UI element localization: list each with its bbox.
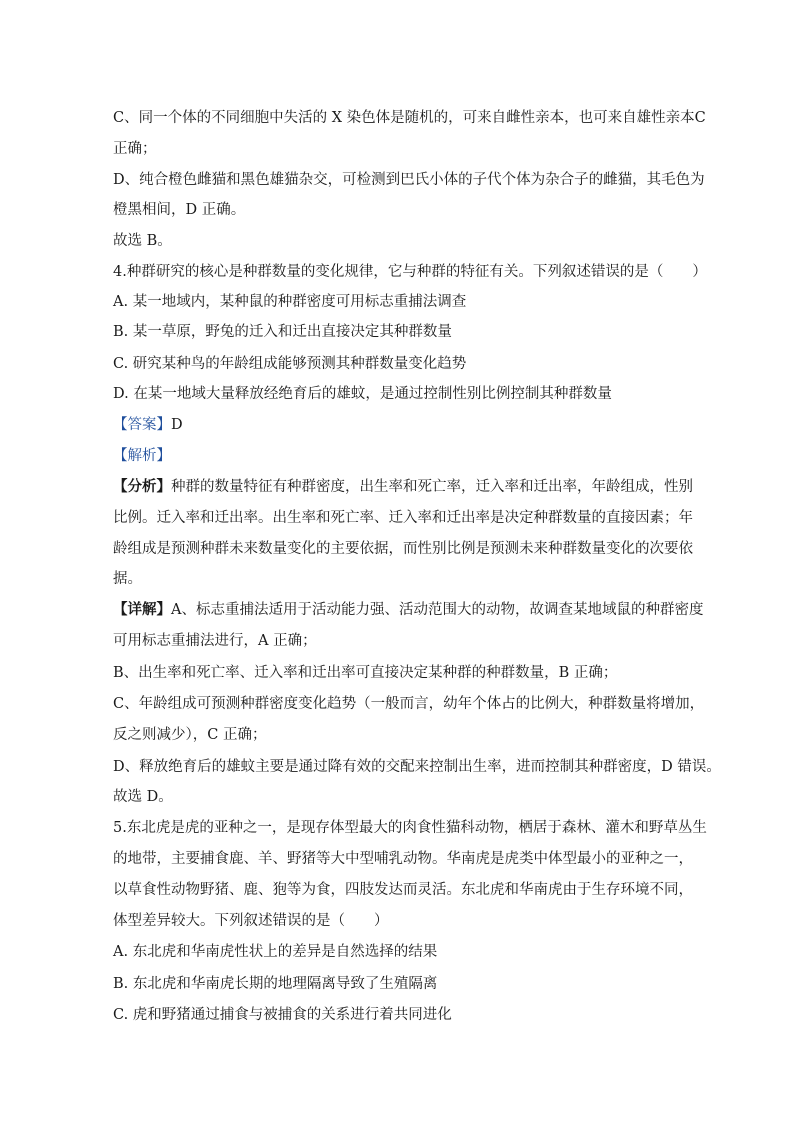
text-line: 橙黑相间，D 正确。 bbox=[113, 202, 246, 218]
question-4-stem: 4.种群研究的核心是种群数量的变化规律，它与种群的特征有关。下列叙述错误的是（ ） bbox=[113, 264, 707, 280]
analysis-tag: 【解析】 bbox=[113, 448, 171, 464]
answer-line bbox=[113, 415, 683, 435]
text-line: 可用标志重捕法进行，A 正确； bbox=[113, 633, 317, 649]
option-a: A. 东北虎和华南虎性状上的差异是自然选择的结果 bbox=[113, 944, 438, 960]
analysis-text: 种群的数量特征有种群密度，出生率和死亡率，迁入率和迁出率，年龄组成，性别 bbox=[171, 479, 693, 495]
text-line: 故选 D。 bbox=[113, 789, 173, 805]
option-b: B. 东北虎和华南虎长期的地理隔离导致了生殖隔离 bbox=[113, 976, 438, 992]
text-line: 故选 B。 bbox=[113, 233, 172, 249]
xiangjie-tag: 【详解】 bbox=[113, 601, 171, 618]
answer-tag: 【答案】 bbox=[113, 417, 171, 433]
option-d: D. 在某一地域大量释放经绝育后的雄蚊，是通过控制性别比例控制其种群数量 bbox=[113, 386, 612, 402]
option-c: C. 虎和野猪通过捕食与被捕食的关系进行着共同进化 bbox=[113, 1007, 452, 1023]
text-line: 以草食性动物野猪、鹿、狍等为食，四肢发达而灵活。东北虎和华南虎由于生存环境不同， bbox=[113, 882, 693, 898]
text-line: D、纯合橙色雌猫和黑色雄猫杂交，可检测到巴氏小体的子代个体为杂合子的雌猫，其毛色为 bbox=[113, 172, 705, 188]
option-c: C. 研究某种鸟的年龄组成能够预测其种群数量变化趋势 bbox=[113, 356, 467, 372]
text-line: B、出生率和死亡率、迁入率和迁出率可直接决定某种群的种群数量，B 正确； bbox=[113, 665, 618, 681]
text-line: 体型差异较大。下列叙述错误的是（ ） bbox=[113, 913, 389, 929]
text-line: 正确； bbox=[113, 141, 157, 157]
text-line: D、释放绝育后的雄蚊主要是通过降有效的交配来控制出生率，进而控制其种群密度，D 错误。 bbox=[113, 759, 721, 775]
text-line: 反之则减少），C 正确； bbox=[113, 727, 267, 743]
text-line: 据。 bbox=[113, 571, 142, 587]
text-line: 龄组成是预测种群未来数量变化的主要依据，而性别比例是预测未来种群数量变化的次要依 bbox=[113, 541, 693, 557]
text-line: C、同一个体的不同细胞中失活的 X 染色体是随机的，可来自雌性亲本，也可来自雄性亲本C bbox=[113, 110, 706, 126]
detail-line bbox=[113, 600, 704, 620]
option-b: B. 某一草原，野兔的迁入和迁出直接决定其种群数量 bbox=[113, 324, 452, 340]
fenxi-tag: 【分析】 bbox=[113, 478, 171, 495]
text-line: 的地带，主要捕食鹿、羊、野猪等大中型哺乳动物。华南虎是虎类中体型最小的亚种之一， bbox=[113, 851, 693, 867]
question-5-stem: 5.东北虎是虎的亚种之一，是现存体型最大的肉食性猫科动物，栖居于森林、灌木和野草丛生 bbox=[113, 820, 707, 836]
detail-text: A、标志重捕法适用于活动能力强、活动范围大的动物，故调查某地域鼠的种群密度 bbox=[171, 602, 704, 618]
analysis-line bbox=[113, 477, 693, 497]
text-line: 比例。迁入率和迁出率。出生率和死亡率、迁入率和迁出率是决定种群数量的直接因素；年 bbox=[113, 510, 693, 526]
option-a: A. 某一地域内，某种鼠的种群密度可用标志重捕法调查 bbox=[113, 294, 467, 310]
text-line: C、年龄组成可预测种群密度变化趋势（一般而言，幼年个体占的比例大，种群数量将增加， bbox=[113, 696, 705, 712]
answer-value: D bbox=[171, 417, 183, 433]
